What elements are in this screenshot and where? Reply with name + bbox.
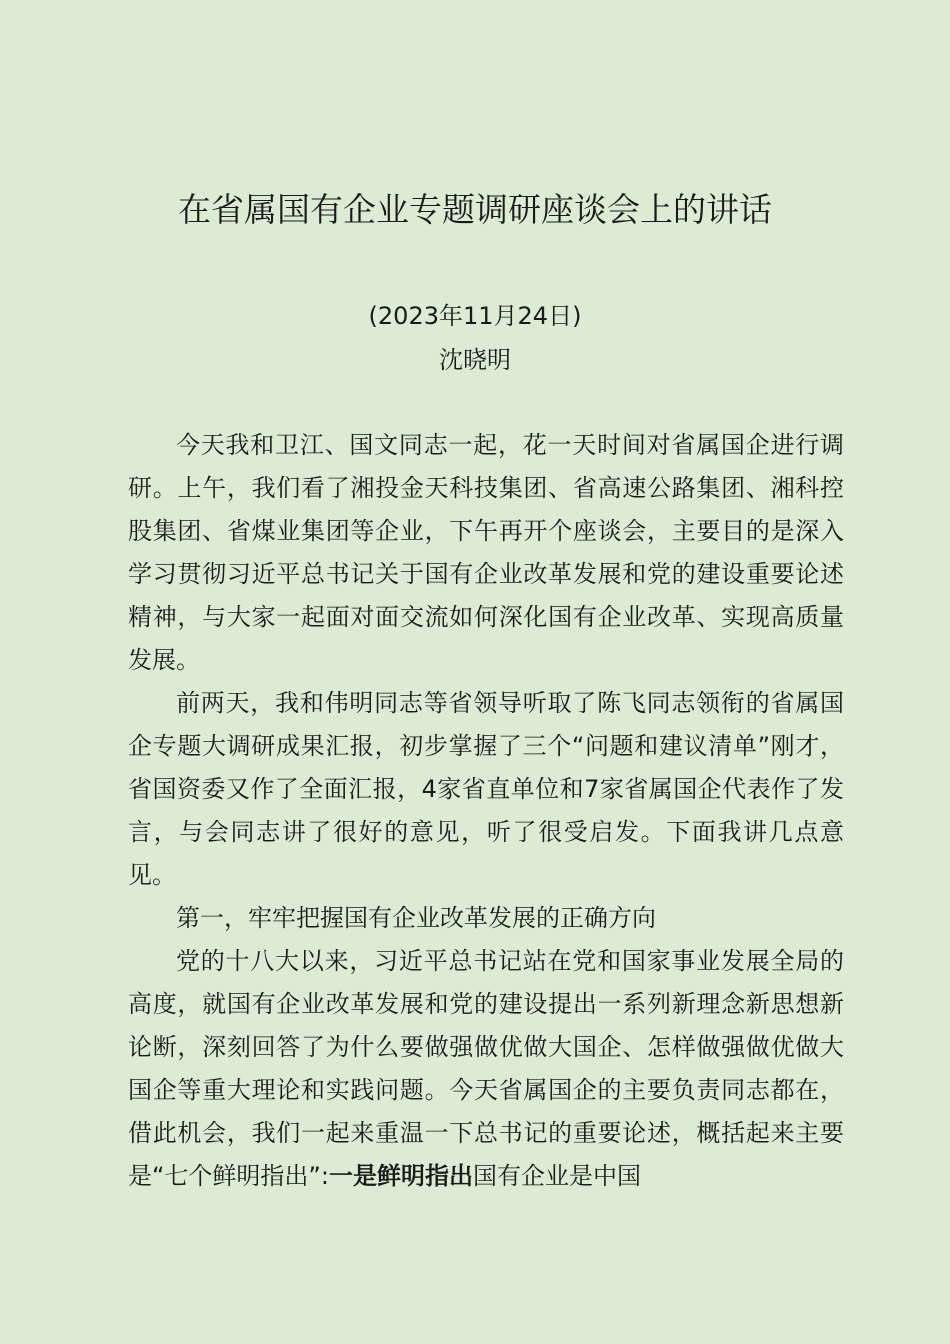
paragraph-opening: 今天我和卫江、国文同志一起，花一天时间对省属国企进行调研。上午，我们看了湘投金天科技集团、省高速公路集团、湘科控股集团、省煤业集团等企业，下午再开个座谈会，主要目的是深入学习贯彻习近平总书记关于国有企业改革发展和党的建设重要论述精神，与大家一起面对面交流如何深化国有企业改革、实现高质量发展。 [128,431,844,674]
section-heading-first: 第一，牢牢把握国有企业改革发展的正确方向 [176,904,656,932]
document-body [128,424,844,1198]
paragraph-context: 前两天，我和伟明同志等省领导听取了陈飞同志领衔的省属国企专题大调研成果汇报，初步掌握了三个“问题和建议清单”刚才，省国资委又作了全面汇报，4家省直单位和7家省属国企代表作了发言，与会同志讲了很好的意见，听了很受启发。下面我讲几点意见。 [128,689,844,889]
emphasis-first-point: 一是鲜明指出 [328,1162,473,1190]
paragraph-section1-continuation: 国有企业是中国 [472,1162,641,1190]
speaker-name: 沈晓明 [439,346,511,374]
paragraph-section1 [128,940,844,1198]
paragraph-section1-text: 党的十八大以来，习近平总书记站在党和国家事业发展全局的高度，就国有企业改革发展和党的建设提出一系列新理念新思想新论断，深刻回答了为什么要做强做优做大国企、怎样做强做优做大国企等重大理论和实践问题。今天省属国企的主要负责同志都在，借此机会，我们一起来重温一下总书记的重要论述，概括起来主要是“七个鲜明指出”: [128,947,844,1190]
speech-date: (2023年11月24日) [368,302,582,330]
document-title: 在省属国有企业专题调研座谈会上的讲话 [178,190,772,229]
